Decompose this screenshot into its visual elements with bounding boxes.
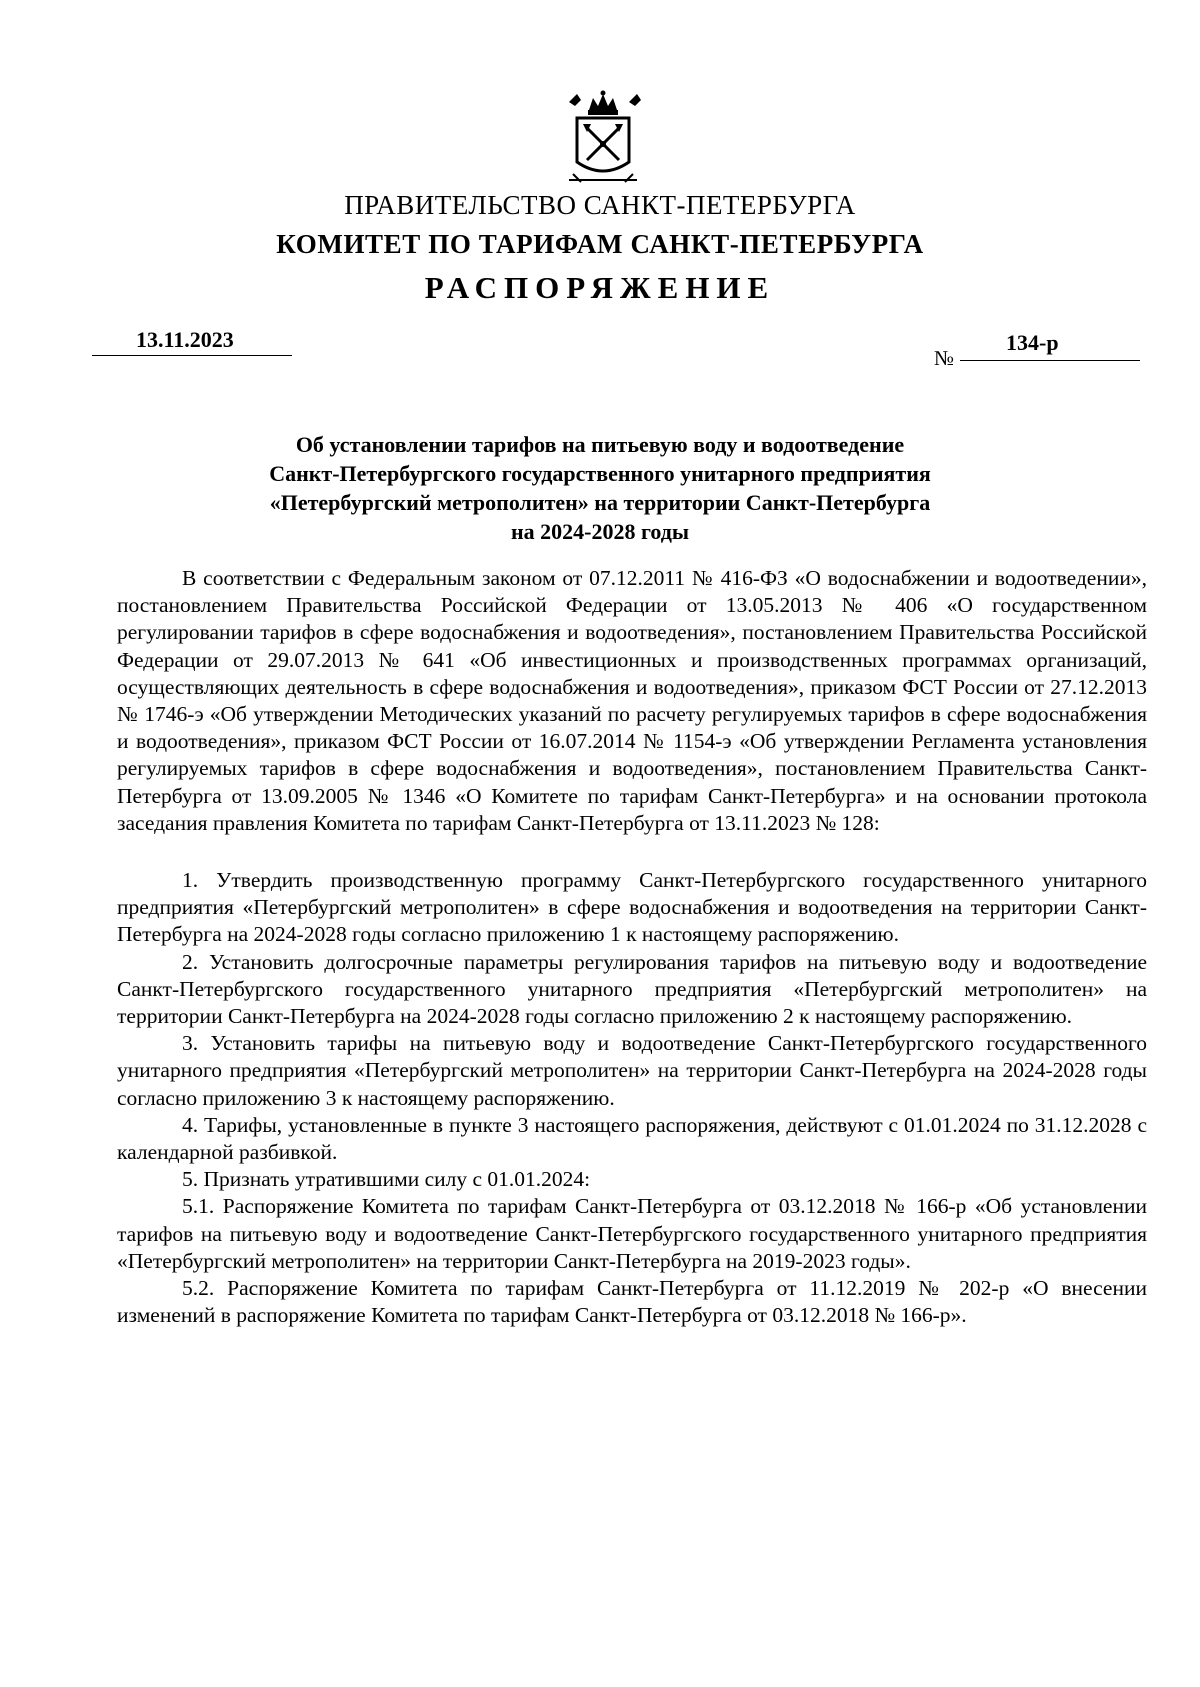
clause-2: 2. Установить долгосрочные параметры регулирования тарифов на питьевую воду и водоотведение Санкт-Петербургского государственного унитарного предприятия «Петербургский метрополитен» на территории Санкт-Петербурга на 2024-2028 годы согласно приложению 2 к настоящему распоряжению.	[117, 949, 1147, 1029]
clause-5: 5. Признать утратившими силу с 01.01.2024:	[182, 1167, 591, 1192]
document-date: 13.11.2023	[136, 327, 234, 352]
clause-1: 1. Утвердить производственную программу Санкт-Петербургского государственного унитарного предприятия «Петербургский метрополитен» в сфере водоснабжения и водоотведения на территории Санкт-Петербурга на 2024-2028 годы согласно приложению 1 к настоящему распоряжению.	[117, 868, 1147, 947]
number-sign: №	[934, 346, 955, 370]
document-number: 134-р	[1006, 330, 1059, 355]
date-underline	[92, 355, 292, 356]
clause-5-1: 5.1. Распоряжение Комитета по тарифам Санкт-Петербурга от 03.12.2018 № 166-р «Об установлении тарифов на питьевую воду и водоотведение Санкт-Петербургского государственного унитарного предприятия «Петербургский метрополитен» на территории Санкт-Петербурга на 2019-2023 годы».	[117, 1194, 1147, 1273]
preamble-paragraph: В соответствии с Федеральным законом от 07.12.2011 № 416-ФЗ «О водоснабжении и водоотведении», постановлением Правительства Российской Федерации от 13.05.2013 № 406 «О государственном регулировании тарифов в сфере водоснабжения и водоотведения», постановлением Правительства Российской Федерации от 29.07.2013 № 641 «Об инвестиционных и производственных программах организаций, осуществляющих деятельность в сфере водоснабжения и водоотведения», приказом ФСТ России от 27.12.2013 № 1746-э «Об утверждении Методических указаний по расчету регулируемых тарифов в сфере водоснабжения и водоотведения», приказом ФСТ России от 16.07.2014 № 1154-э «Об утверждении Регламента установления регулируемых тарифов в сфере водоснабжения и водоотведения», постановлением Правительства Санкт-Петербурга от 13.09.2005 № 1346 «О Комитете по тарифам Санкт-Петербурга» и на основании протокола заседания правления Комитета по тарифам Санкт-Петербурга от 13.11.2023 № 128:	[117, 566, 1147, 835]
committee-name: КОМИТЕТ ПО ТАРИФАМ САНКТ-ПЕТЕРБУРГА	[276, 229, 924, 259]
document-title	[150, 430, 1050, 546]
clause-4: 4. Тарифы, установленные в пункте 3 настоящего распоряжения, действуют с 01.01.2024 по 31.12.2028 с календарной разбивкой.	[117, 1112, 1147, 1165]
government-name: ПРАВИТЕЛЬСТВО САНКТ-ПЕТЕРБУРГА	[344, 190, 856, 220]
coat-of-arms-emblem	[555, 88, 651, 188]
title-line: «Петербургский метрополитен» на территории Санкт-Петербурга	[269, 490, 931, 515]
title-line: на 2024-2028 годы	[510, 519, 690, 544]
clause-3: 3. Установить тарифы на питьевую воду и водоотведение Санкт-Петербургского государственного унитарного предприятия «Петербургский метрополитен» на территории Санкт-Петербурга на 2024-2028 годы согласно приложению 3 к настоящему распоряжению.	[117, 1031, 1147, 1110]
title-line: Об установлении тарифов на питьевую воду и водоотведение	[295, 432, 905, 457]
title-line: Санкт-Петербургского государственного унитарного предприятия	[269, 461, 931, 486]
document-type: РАСПОРЯЖЕНИЕ	[424, 270, 776, 305]
document-body	[117, 565, 1147, 1329]
clause-5-2: 5.2. Распоряжение Комитета по тарифам Санкт-Петербурга от 11.12.2019 № 202-р «О внесении изменений в распоряжение Комитета по тарифам Санкт-Петербурга от 03.12.2018 № 166-р».	[117, 1276, 1147, 1328]
number-underline	[960, 360, 1140, 361]
